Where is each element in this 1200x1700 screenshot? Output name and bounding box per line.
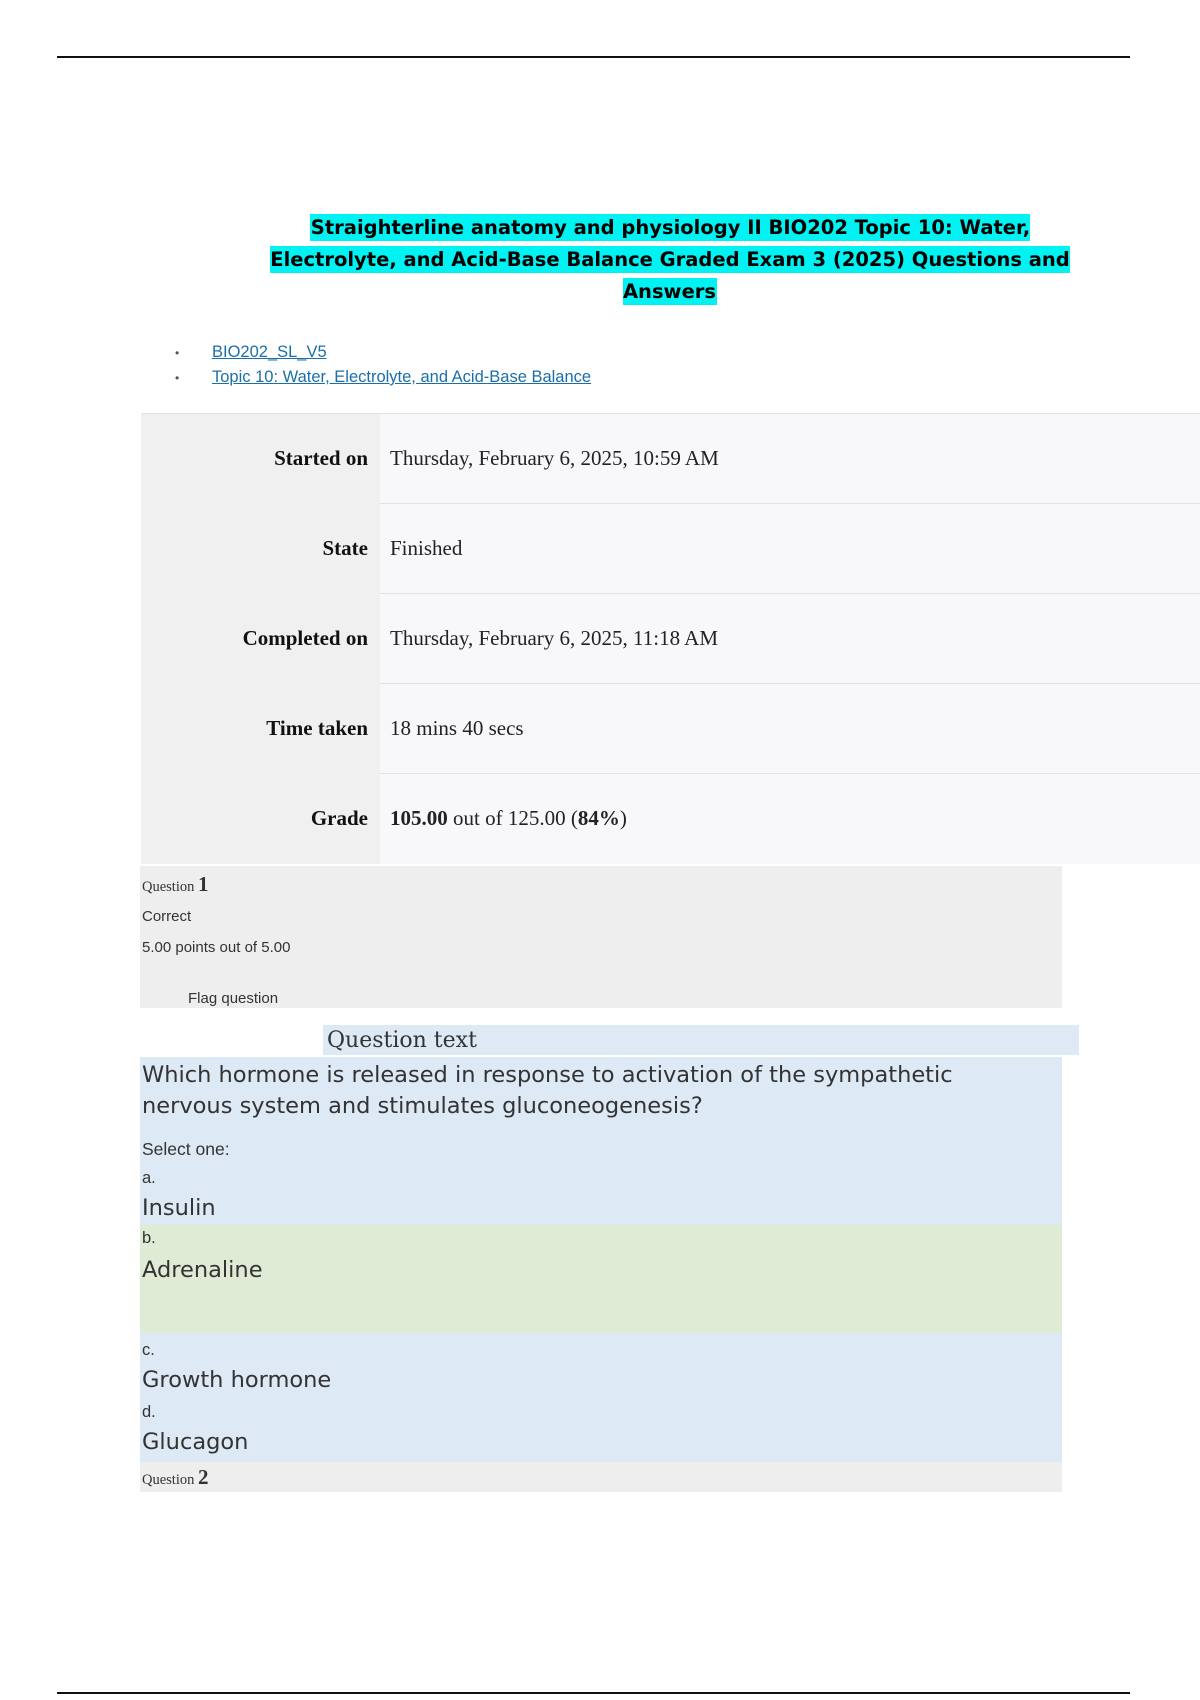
question-points: 5.00 points out of 5.00 — [142, 939, 291, 956]
option-letter: d. — [142, 1403, 156, 1421]
option-label[interactable]: Insulin — [142, 1195, 216, 1221]
question-word: Question — [142, 1472, 195, 1488]
question-1-info — [140, 866, 1062, 1008]
bottom-rule — [57, 1692, 1130, 1694]
attempt-summary-table — [141, 413, 1200, 864]
answer-option-b[interactable] — [140, 1225, 1062, 1333]
option-letter: b. — [142, 1229, 156, 1247]
summary-row — [141, 594, 1200, 684]
started-on-value: Thursday, February 6, 2025, 10:59 AM — [380, 414, 1200, 504]
time-taken-value: 18 mins 40 secs — [380, 684, 1200, 774]
breadcrumb-link-course[interactable]: BIO202_SL_V5 — [212, 343, 327, 361]
page-title — [250, 212, 1090, 308]
completed-on-label: Completed on — [141, 594, 380, 684]
question-number — [142, 1465, 208, 1490]
breadcrumb-item — [175, 365, 591, 390]
time-taken-label: Time taken — [141, 684, 380, 774]
question-number-value: 2 — [197, 1465, 209, 1489]
option-label[interactable]: Adrenaline — [142, 1257, 263, 1283]
question-word: Question — [142, 879, 195, 895]
select-one-prompt: Select one: — [142, 1139, 230, 1159]
question-state: Correct — [142, 908, 192, 925]
state-label: State — [141, 504, 380, 594]
question-number — [142, 872, 208, 897]
summary-row — [141, 414, 1200, 504]
grade-close: ) — [619, 806, 627, 831]
question-1-content — [140, 1057, 1062, 1462]
question-text-label: Question text — [323, 1025, 1079, 1055]
flag-question-button[interactable]: Flag question — [188, 990, 279, 1007]
question-text: Which hormone is released in response to activation of the sympathetic nervous system and stimulates gluconeogenesis? — [142, 1062, 953, 1119]
summary-row — [141, 504, 1200, 594]
breadcrumb-item — [175, 340, 591, 365]
state-value: Finished — [380, 504, 1200, 594]
breadcrumb — [175, 340, 591, 390]
summary-row — [141, 774, 1200, 864]
answer-option-a[interactable] — [140, 1167, 1062, 1225]
breadcrumb-link-topic[interactable]: Topic 10: Water, Electrolyte, and Acid-Base Balance — [212, 368, 592, 386]
answer-option-d[interactable] — [140, 1395, 1062, 1457]
option-label[interactable]: Glucagon — [142, 1429, 249, 1455]
question-2-info — [140, 1462, 1062, 1492]
option-letter: c. — [142, 1341, 155, 1359]
grade-percent: 84% — [577, 806, 620, 831]
completed-on-value: Thursday, February 6, 2025, 11:18 AM — [380, 594, 1200, 684]
answer-option-c[interactable] — [140, 1333, 1062, 1395]
grade-out-of: out of 125.00 ( — [447, 806, 578, 831]
summary-row — [141, 684, 1200, 774]
grade-score: 105.00 — [390, 806, 448, 831]
grade-label: Grade — [141, 774, 380, 864]
started-on-label: Started on — [141, 414, 380, 504]
title-text: Straighterline anatomy and physiology II BIO202 Topic 10: Water, Electrolyte, and Acid-Base Balance Graded Exam 3 (2025) Questions and Answers — [270, 216, 1070, 303]
grade-value — [380, 774, 1200, 864]
bullet-icon: • — [175, 371, 180, 385]
option-letter: a. — [142, 1169, 156, 1187]
top-rule — [57, 56, 1130, 58]
question-number-value: 1 — [197, 872, 209, 896]
option-label[interactable]: Growth hormone — [142, 1367, 332, 1393]
bullet-icon: • — [175, 346, 180, 360]
